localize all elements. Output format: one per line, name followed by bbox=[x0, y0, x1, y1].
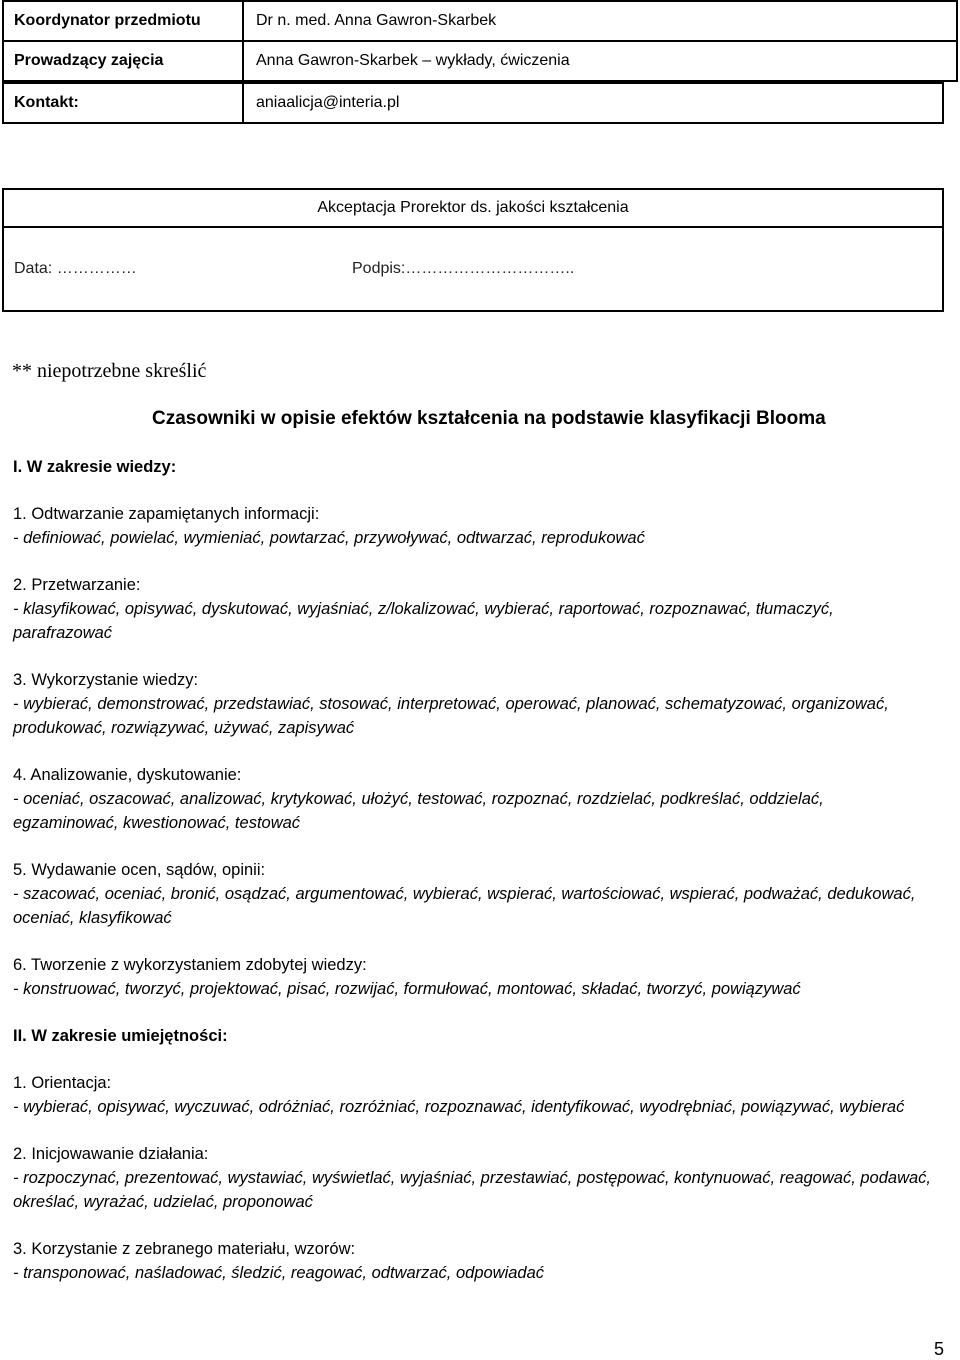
acceptance-date: Data: …………… bbox=[14, 260, 137, 277]
item-verbs: - oceniać, oszacować, analizować, krytykować, ułożyć, testować, rozpoznać, rozdzielać, podkreślać, oddzielać, egzaminować, kwestionować, testować bbox=[13, 790, 824, 832]
item-heading: 3. Wykorzystanie wiedzy: bbox=[13, 671, 199, 689]
item-heading: 4. Analizowanie, dyskutowanie: bbox=[13, 766, 242, 784]
list-item bbox=[13, 1071, 933, 1119]
list-item bbox=[13, 763, 933, 835]
item-verbs: - wybierać, opisywać, wyczuwać, odróżniać, rozróżniać, rozpoznawać, identyfikować, wyodrębniać, powiązywać, wybierać bbox=[13, 1098, 905, 1116]
item-heading: 5. Wydawanie ocen, sądów, opinii: bbox=[13, 861, 266, 879]
contact-value: aniaalicja@interia.pl bbox=[242, 82, 944, 124]
item-heading: 1. Odtwarzanie zapamiętanych informacji: bbox=[13, 505, 320, 523]
list-item bbox=[13, 502, 933, 550]
document-title: Czasowniki w opisie efektów kształcenia na podstawie klasyfikacji Blooma bbox=[152, 408, 826, 429]
instructor-label: Prowadzący zajęcia bbox=[2, 40, 244, 82]
item-heading: 3. Korzystanie z zebranego materiału, wzorów: bbox=[13, 1240, 356, 1258]
acceptance-header: Akceptacja Prorektor ds. jakości kształcenia bbox=[4, 190, 942, 228]
section-knowledge-heading: I. W zakresie wiedzy: bbox=[13, 458, 177, 476]
item-verbs: - wybierać, demonstrować, przedstawiać, stosować, interpretować, operować, planować, schematyzować, organizować, produkować, rozwiązywać, używać, zapisywać bbox=[13, 695, 889, 737]
contact-label: Kontakt: bbox=[2, 82, 244, 124]
acceptance-box bbox=[2, 188, 944, 312]
item-heading: 6. Tworzenie z wykorzystaniem zdobytej wiedzy: bbox=[13, 956, 367, 974]
item-heading: 2. Przetwarzanie: bbox=[13, 576, 141, 594]
footnote: ** niepotrzebne skreślić bbox=[12, 360, 207, 382]
list-item bbox=[13, 858, 933, 930]
contact-row bbox=[2, 82, 944, 124]
item-heading: 2. Inicjowawanie działania: bbox=[13, 1145, 209, 1163]
item-verbs: - definiować, powielać, wymieniać, powtarzać, przywoływać, odtwarzać, reprodukować bbox=[13, 529, 645, 547]
item-verbs: - transponować, naśladować, śledzić, reagować, odtwarzać, odpowiadać bbox=[13, 1264, 545, 1282]
instructor-row bbox=[2, 40, 958, 82]
list-item bbox=[13, 668, 933, 740]
list-item bbox=[13, 573, 933, 645]
list-item bbox=[13, 953, 933, 1001]
coordinator-row bbox=[2, 0, 958, 42]
list-item bbox=[13, 1142, 933, 1214]
item-verbs: - konstruować, tworzyć, projektować, pisać, rozwijać, formułować, montować, składać, tworzyć, powiązywać bbox=[13, 980, 801, 998]
item-heading: 1. Orientacja: bbox=[13, 1074, 112, 1092]
item-verbs: - rozpoczynać, prezentować, wystawiać, wyświetlać, wyjaśniać, przestawiać, postępować, kontynuować, reagować, podawać, określać, wyrażać, udzielać, proponować bbox=[13, 1169, 931, 1211]
section-skills-heading: II. W zakresie umiejętności: bbox=[13, 1027, 228, 1045]
document-body bbox=[13, 455, 933, 1285]
list-item bbox=[13, 1237, 933, 1285]
item-verbs: - szacować, oceniać, bronić, osądzać, argumentować, wybierać, wspierać, wartościować, wspierać, podważać, dedukować, oceniać, klasyfikować bbox=[13, 885, 916, 927]
instructor-value: Anna Gawron-Skarbek – wykłady, ćwiczenia bbox=[242, 40, 958, 82]
coordinator-label: Koordynator przedmiotu bbox=[2, 0, 244, 42]
coordinator-value: Dr n. med. Anna Gawron-Skarbek bbox=[242, 0, 958, 42]
item-verbs: - klasyfikować, opisywać, dyskutować, wyjaśniać, z/lokalizować, wybierać, raportować, rozpoznawać, tłumaczyć, parafrazować bbox=[13, 600, 834, 642]
page-number: 5 bbox=[933, 1339, 944, 1359]
acceptance-signature: Podpis:………………………….. bbox=[352, 260, 575, 277]
